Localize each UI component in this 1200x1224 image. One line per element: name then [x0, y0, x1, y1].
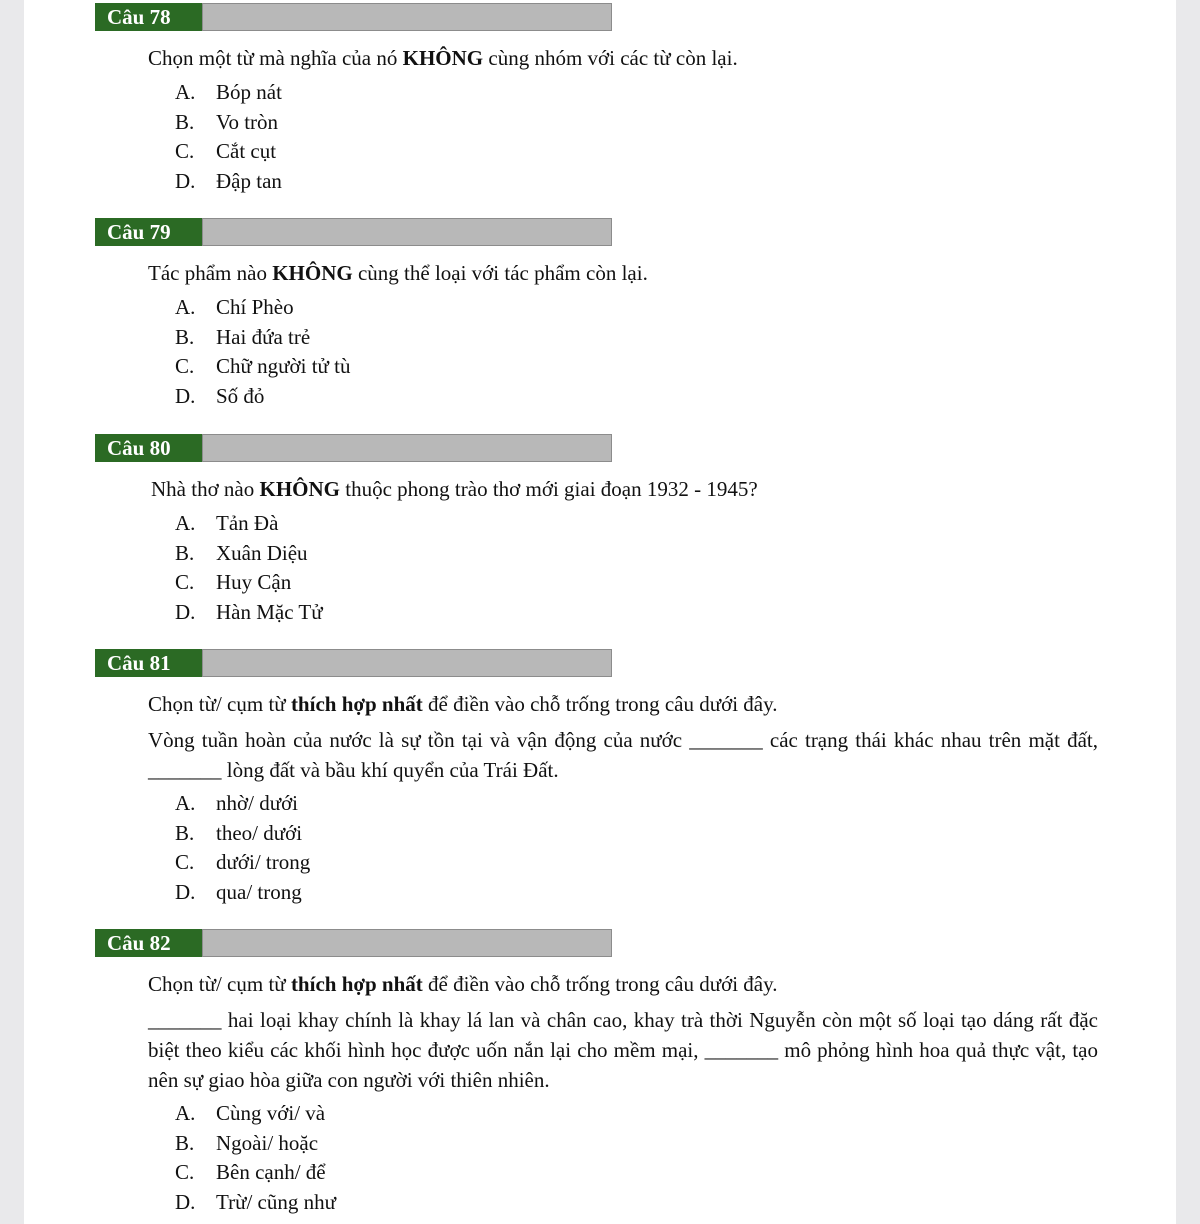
question-stem: Chọn từ/ cụm từ thích hợp nhất để điền vào chỗ trống trong câu dưới đây.	[148, 692, 778, 716]
question-header	[95, 929, 612, 957]
option-d[interactable]: D. Hàn Mặc Tử	[175, 599, 323, 624]
option-b[interactable]: B. theo/ dưới	[175, 820, 303, 845]
question-stem: Tác phẩm nào KHÔNG cùng thể loại với tác phẩm còn lại.	[148, 261, 648, 285]
question-header	[95, 3, 612, 31]
option-d[interactable]: D. Số đỏ	[175, 383, 265, 408]
question-number: Câu 80	[95, 434, 202, 462]
question-stem: Nhà thơ nào KHÔNG thuộc phong trào thơ mới giai đoạn 1932 - 1945?	[151, 477, 758, 501]
option-c[interactable]: C. Bên cạnh/ để	[175, 1160, 326, 1185]
option-list	[175, 789, 310, 907]
option-a[interactable]: A. Bóp nát	[175, 80, 282, 104]
option-a[interactable]: A. nhờ/ dưới	[175, 791, 299, 815]
option-b[interactable]: B. Hai đứa trẻ	[175, 324, 311, 349]
question-number: Câu 79	[95, 218, 202, 246]
option-list	[175, 1099, 336, 1217]
header-bar	[202, 929, 612, 957]
question-number: Câu 81	[95, 649, 202, 677]
question-number: Câu 82	[95, 929, 202, 957]
option-c[interactable]: C. Chữ người tử tù	[175, 354, 351, 379]
option-d[interactable]: D. qua/ trong	[175, 879, 302, 904]
option-list	[175, 78, 282, 196]
question-passage: Vòng tuần hoàn của nước là sự tồn tại và vận động của nước _______ các trạng thái khác nhau trên mặt đất, _______ lòng đất và bầu khí quyển của Trái Đất.	[148, 728, 1098, 782]
question-header	[95, 649, 612, 677]
question-header	[95, 218, 612, 246]
option-b[interactable]: B. Vo tròn	[175, 109, 279, 134]
option-b[interactable]: B. Xuân Diệu	[175, 540, 308, 565]
option-list	[175, 293, 351, 411]
header-bar	[202, 218, 612, 246]
option-list	[175, 509, 323, 627]
option-c[interactable]: C. Cắt cụt	[175, 139, 277, 164]
question-header	[95, 434, 612, 462]
option-a[interactable]: A. Tản Đà	[175, 511, 279, 535]
question-stem: Chọn từ/ cụm từ thích hợp nhất để điền vào chỗ trống trong câu dưới đây.	[148, 972, 778, 996]
option-c[interactable]: C. dưới/ trong	[175, 850, 311, 875]
option-d[interactable]: D. Đập tan	[175, 168, 282, 193]
option-a[interactable]: A. Cùng với/ và	[175, 1101, 326, 1125]
header-bar	[202, 434, 612, 462]
option-b[interactable]: B. Ngoài/ hoặc	[175, 1130, 319, 1155]
option-d[interactable]: D. Trừ/ cũng như	[175, 1189, 337, 1214]
header-bar	[202, 3, 612, 31]
option-c[interactable]: C. Huy Cận	[175, 570, 292, 595]
question-passage: _______ hai loại khay chính là khay lá lan và chân cao, khay trà thời Nguyễn còn một số loại tạo dáng rất đặc biệt theo kiểu các khối hình học được uốn nắn lại cho mềm mại, _______ mô phỏng hình hoa quả thực vật, tạo nên sự giao hòa giữa con người với thiên nhiên.	[148, 1008, 1098, 1092]
document-page	[24, 0, 1176, 1224]
question-stem: Chọn một từ mà nghĩa của nó KHÔNG cùng nhóm với các từ còn lại.	[148, 46, 738, 70]
header-bar	[202, 649, 612, 677]
question-number: Câu 78	[95, 3, 202, 31]
option-a[interactable]: A. Chí Phèo	[175, 295, 294, 319]
